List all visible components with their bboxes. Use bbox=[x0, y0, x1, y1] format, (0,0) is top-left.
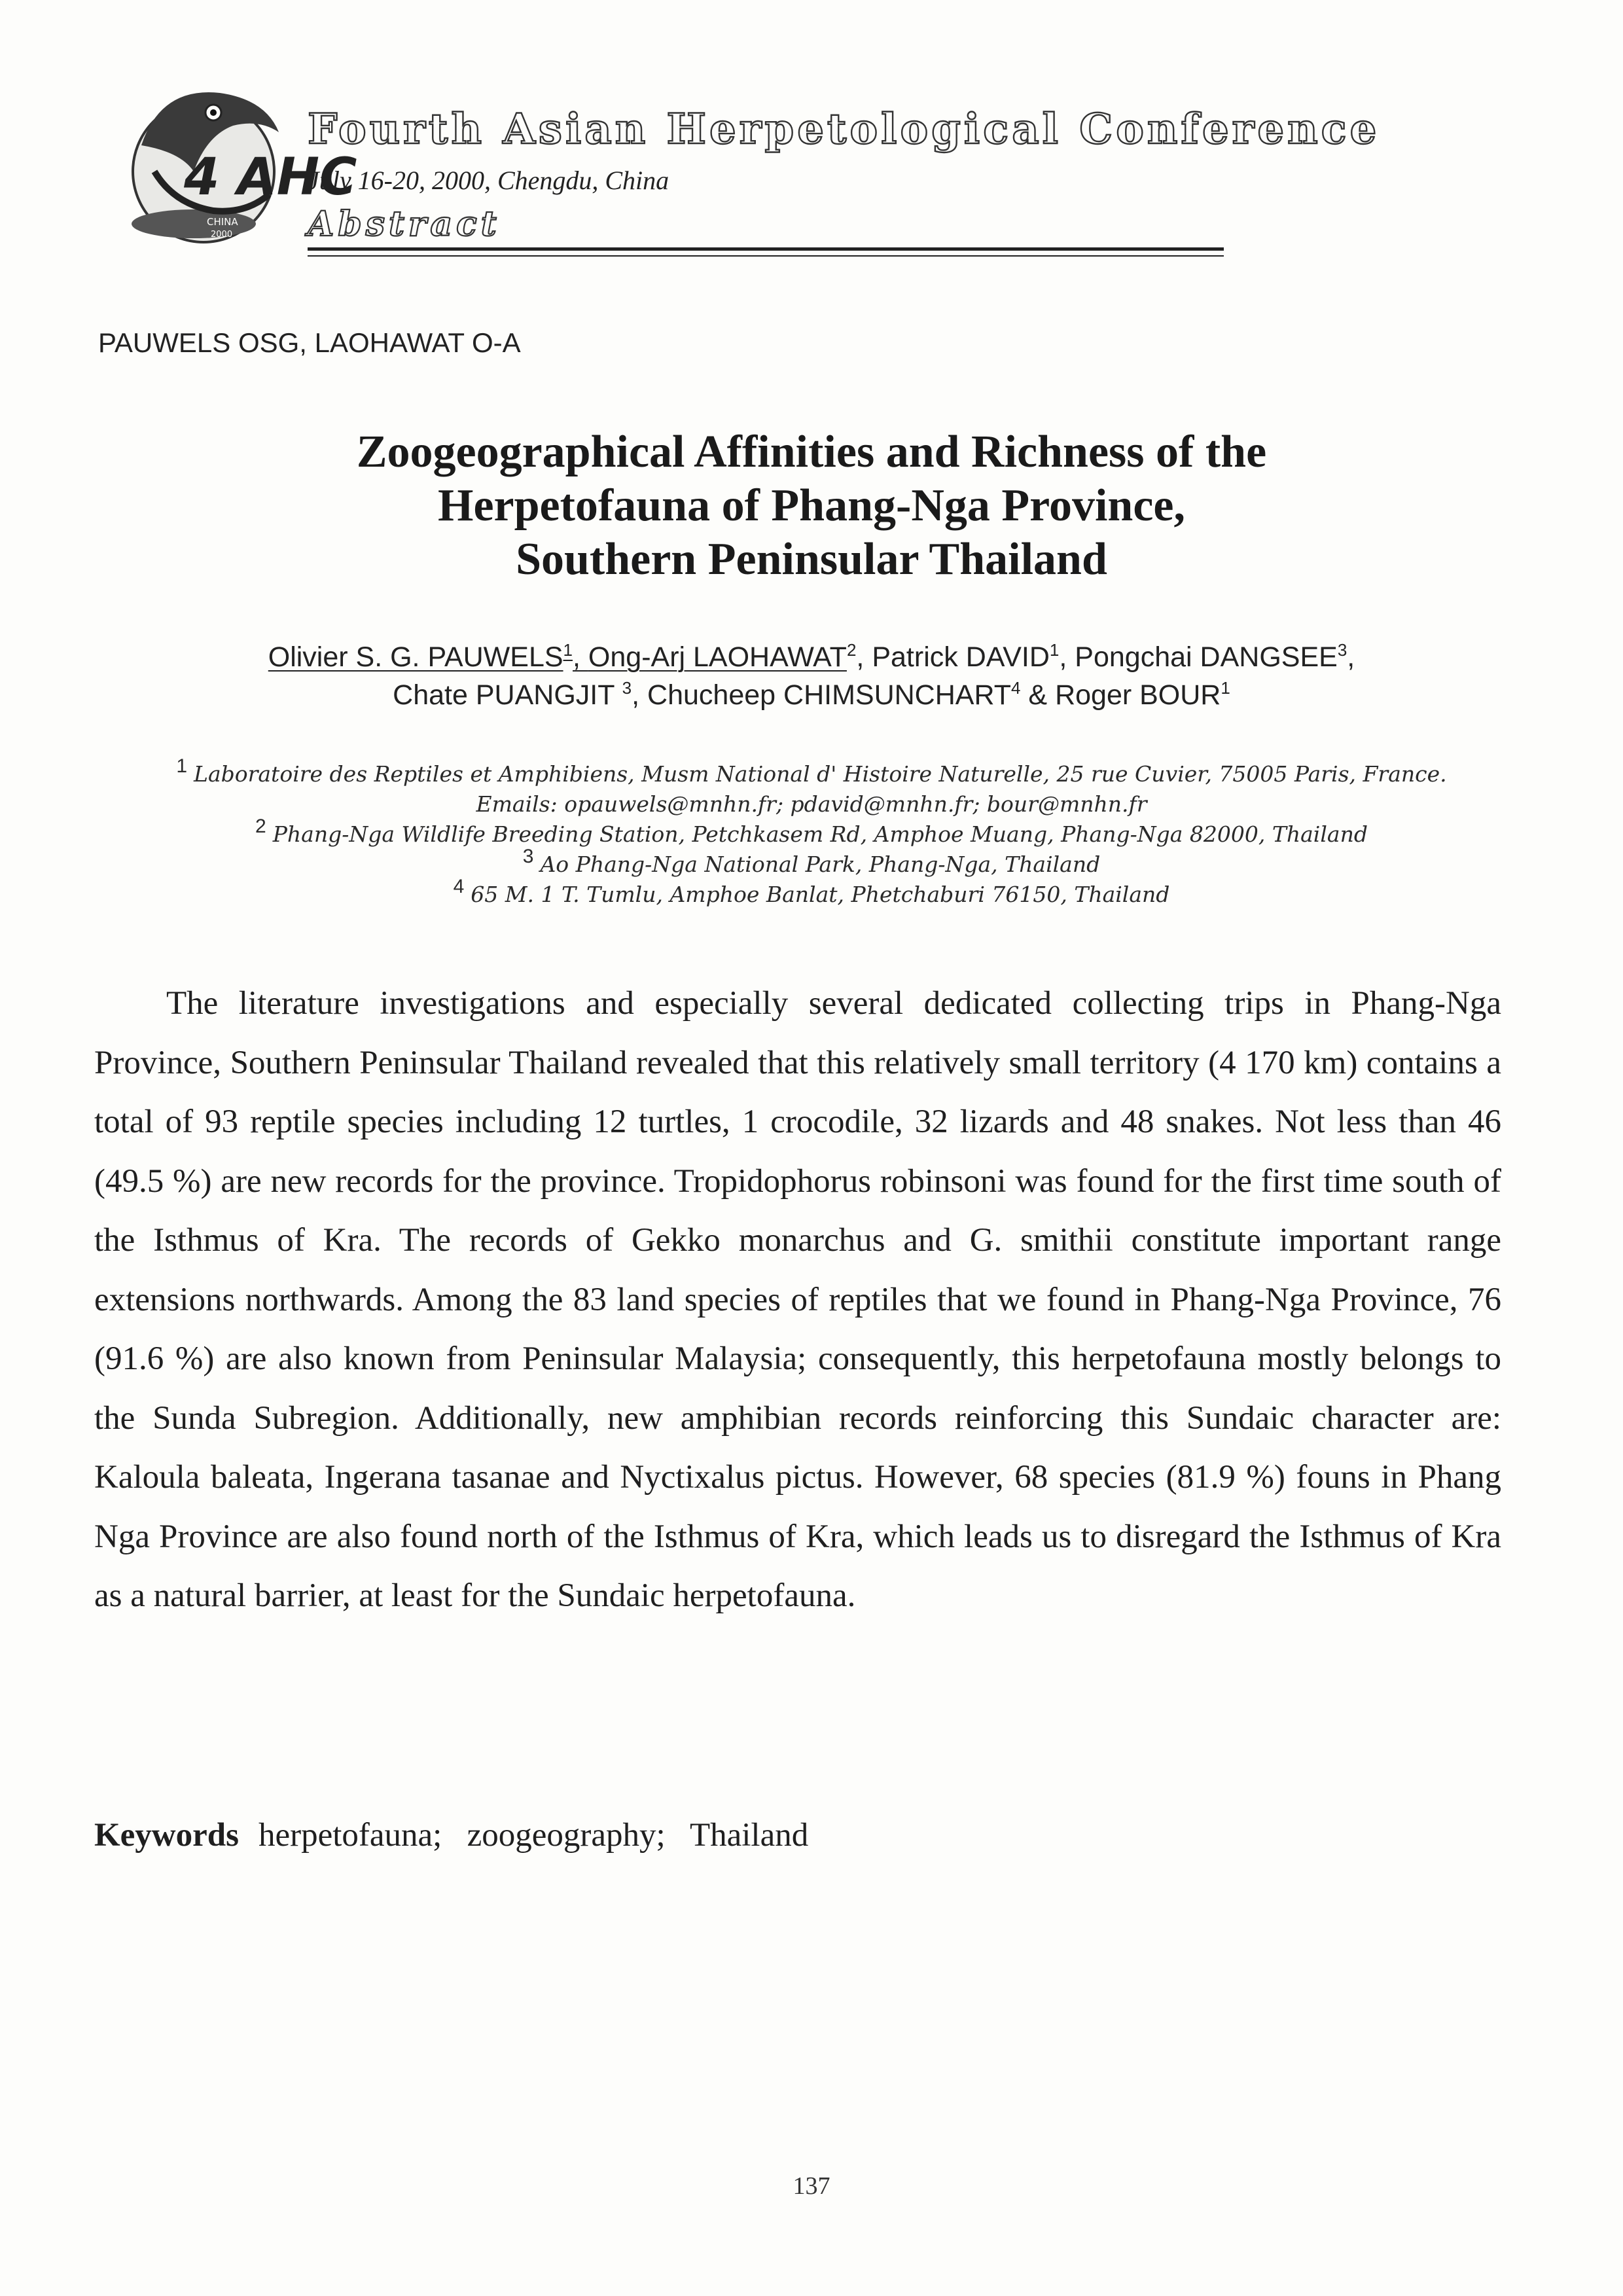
affiliation-text: Phang-Nga Wildlife Breeding Station, Petchkasem Rd, Amphoe Muang, Phang-Nga 82000, Thailand bbox=[272, 821, 1368, 847]
author-affil-marker: 3 bbox=[622, 678, 632, 698]
title-line: Southern Peninsular Thailand bbox=[516, 534, 1107, 584]
author-affil-marker: 1 bbox=[1221, 678, 1230, 698]
affiliation-line bbox=[111, 846, 1512, 880]
affiliation-line bbox=[111, 816, 1512, 850]
author-name: Patrick DAVID bbox=[872, 641, 1050, 673]
affiliation-text: Laboratoire des Reptiles et Amphibiens, Musm National d' Histoire Naturelle, 25 rue Cuvier, 75005 Paris, France. bbox=[194, 761, 1447, 787]
author-name: Pongchai DANGSEE bbox=[1075, 641, 1338, 673]
author-line-2 bbox=[98, 676, 1525, 714]
affiliation-marker: 1 bbox=[176, 755, 188, 777]
affiliation-marker: 4 bbox=[453, 876, 465, 897]
keywords-text: herpetofauna; zoogeography; Thailand bbox=[258, 1817, 809, 1854]
conference-date: July 16-20, 2000, Chengdu, China bbox=[308, 166, 669, 195]
title-line: Zoogeographical Affinities and Richness of the bbox=[356, 427, 1267, 477]
paper-title bbox=[131, 425, 1492, 586]
header-rule bbox=[308, 247, 1224, 251]
author-affil-marker: 3 bbox=[1337, 640, 1347, 660]
conference-title: Fourth Asian Herpetological Conference bbox=[308, 105, 1380, 154]
affiliation-line bbox=[111, 789, 1512, 819]
author-short: PAUWELS OSG, LAOHAWAT O-A bbox=[98, 327, 521, 358]
affiliation-marker: 2 bbox=[255, 816, 266, 837]
affiliation-line bbox=[111, 876, 1512, 910]
author-separator: , bbox=[1059, 641, 1075, 673]
affiliation-marker: 3 bbox=[522, 846, 534, 867]
author-separator: , bbox=[1347, 641, 1355, 673]
keywords bbox=[94, 1816, 808, 1854]
affiliation-text: Emails: opauwels@mnhn.fr; pdavid@mnhn.fr; bour@mnhn.fr bbox=[476, 791, 1147, 817]
logo-year: 2000 bbox=[211, 230, 233, 240]
affiliation-line bbox=[111, 755, 1512, 789]
affiliations bbox=[111, 755, 1512, 910]
header-rule-thin bbox=[308, 255, 1224, 257]
author-name: Olivier S. G. PAUWELS bbox=[268, 641, 563, 673]
author-list bbox=[98, 638, 1525, 714]
author-separator: , bbox=[573, 641, 588, 673]
conference-logo bbox=[115, 73, 357, 250]
author-name: Ong-Arj LAOHAWAT bbox=[588, 641, 847, 673]
abstract-body: The literature investigations and especially several dedicated collecting trips in Phang-Nga Province, Southern Peninsular Thailand revealed that this relatively small territory (4 170 km) contains a total of 93 reptile species including 12 turtles, 1 crocodile, 32 lizards and 48 snakes. Not less than 46 (49.5 %) are new records for the province. Tropidophorus robinsoni was found for the first time south of the Isthmus of Kra. The records of Gekko monarchus and G. smithii constitute important range extensions northwards. Among the 83 land species of reptiles that we found in Phang-Nga Province, 76 (91.6 %) are also known from Peninsular Malaysia; consequently, this herpetofauna mostly belongs to the Sunda Subregion. Additionally, new amphibian records reinforcing this Sundaic character are: Kaloula baleata, Ingerana tasanae and Nyctixalus pictus. However, 68 species (81.9 %) founs in Phang Nga Province are also found north of the Isthmus of Kra, which leads us to disregard the Isthmus of Kra as a natural barrier, at least for the Sundaic herpetofauna. bbox=[94, 985, 1501, 1614]
author-affil-marker: 1 bbox=[563, 640, 573, 660]
title-line: Herpetofauna of Phang-Nga Province, bbox=[438, 480, 1185, 531]
author-name: Chucheep CHIMSUNCHART bbox=[647, 679, 1012, 711]
section-label: Abstract bbox=[308, 204, 501, 244]
logo-number: 4 AHC bbox=[184, 148, 357, 207]
author-separator: , bbox=[856, 641, 872, 673]
author-line-1 bbox=[98, 638, 1525, 676]
author-name: Chate PUANGJIT bbox=[393, 679, 622, 711]
author-affil-marker: 4 bbox=[1011, 678, 1021, 698]
author-name: Roger BOUR bbox=[1055, 679, 1221, 711]
author-affil-marker: 1 bbox=[1049, 640, 1060, 660]
keywords-label: Keywords bbox=[94, 1817, 239, 1854]
author-affil-marker: 2 bbox=[846, 640, 857, 660]
logo-country: CHINA bbox=[207, 216, 238, 228]
affiliation-text: 65 M. 1 T. Tumlu, Amphoe Banlat, Phetchaburi 76150, Thailand bbox=[471, 882, 1170, 907]
author-separator: , bbox=[632, 679, 648, 711]
affiliation-text: Ao Phang-Nga National Park, Phang-Nga, Thailand bbox=[540, 852, 1101, 877]
author-separator: & bbox=[1020, 679, 1056, 711]
page-number: 137 bbox=[793, 2172, 830, 2200]
